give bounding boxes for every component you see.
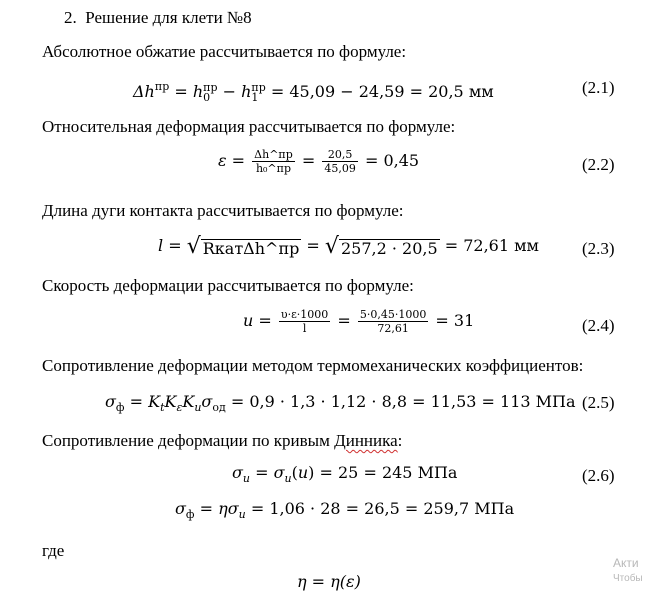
- eq3-eq2: =: [301, 236, 325, 255]
- p6-before: Сопротивление деформации по кривым: [42, 431, 335, 450]
- eq1-h1-sub: 1: [251, 90, 259, 104]
- eq4-frac-den: l: [302, 322, 307, 335]
- eq1-delta-h: Δh: [133, 82, 155, 101]
- eq3-radical-icon: √: [186, 233, 201, 259]
- eq5-sub-od: од: [212, 401, 226, 414]
- eq6-arg-u: u: [297, 463, 309, 482]
- eq3-under1: RкатΔh^пр: [202, 238, 300, 258]
- eq5-sub-eps: ε: [176, 401, 183, 414]
- eq6-sigma-u-fn: σ: [273, 463, 285, 482]
- eq3-radical-icon-2: √: [324, 233, 339, 259]
- eq2-frac2-num: 20,5: [322, 148, 358, 162]
- eq6-sub-u-fn: u: [284, 472, 292, 485]
- paragraph-relative-deformation: Относительная деформация рассчитывается по формуле:: [42, 117, 456, 136]
- p6-spellcheck-word[interactable]: Динника: [334, 431, 398, 450]
- eq5-sigma: σ: [105, 392, 116, 411]
- equation-2-3: [158, 235, 539, 258]
- eq4-fraction-symbolic: [279, 308, 330, 335]
- eq1-sup: пр: [154, 80, 170, 93]
- eq4-u: u: [243, 311, 254, 330]
- section-heading: [64, 8, 252, 28]
- eq2-eq: =: [226, 151, 251, 170]
- heading-title: Решение для клети №8: [85, 8, 252, 27]
- eq5-sigma-sub: ф: [115, 401, 125, 414]
- eq2-epsilon: ε: [218, 151, 227, 170]
- activation-watermark-line1: Акти: [613, 556, 639, 570]
- eq4-eq: =: [253, 311, 277, 330]
- eq5-rhs: = 0,9 · 1,3 · 1,12 · 8,8 = 11,53 = 113 МПа: [225, 392, 576, 411]
- heading-number: 2.: [64, 8, 77, 27]
- equation-number-2-1: (2.1): [582, 78, 615, 97]
- eq7-sub-u: u: [238, 508, 246, 521]
- eq1-h0: h: [192, 82, 204, 101]
- equation-number-2-2: (2.2): [582, 155, 615, 174]
- eq4-fraction-numeric: [358, 308, 428, 335]
- eq5-sub-t: t: [160, 401, 165, 414]
- equation-number-2-3: (2.3): [582, 239, 615, 258]
- eq3-l: l: [158, 236, 164, 255]
- eq1-minus: −: [217, 82, 242, 101]
- eq5-eq: =: [124, 392, 149, 411]
- eq2-eq2: =: [296, 151, 321, 170]
- eq7-sigma-u: σ: [227, 499, 239, 518]
- eq1-h0-sup: пр: [203, 80, 218, 94]
- equation-number-2-4: (2.4): [582, 316, 615, 335]
- eq7-sigma-f: σ: [175, 499, 186, 518]
- eq4-frac2-den: 72,61: [377, 322, 409, 335]
- equation-2-2: [218, 148, 419, 175]
- eq5-k-u: K: [182, 392, 195, 411]
- eq4-frac2-num: 5·0,45·1000: [359, 308, 427, 321]
- eq1-h1: h: [241, 82, 252, 101]
- eq6-rhs: = 25 = 245 МПа: [314, 463, 458, 482]
- eq4-frac-num: υ·ε·1000: [280, 308, 329, 321]
- eq5-sub-u: u: [194, 401, 202, 414]
- equation-number-2-6: (2.6): [582, 466, 615, 485]
- eq7-sub-f: ф: [185, 508, 195, 521]
- eq2-frac-num: Δh^пр: [254, 148, 293, 161]
- p6-after: :: [397, 431, 403, 450]
- eq3-under2: 257,2 · 20,5: [340, 238, 438, 258]
- equation-dinnik-result: $\sigma_ф = \eta\sigma_u = 1,06 \cdot 28 = 26,5 = 259,7$ МПа: [175, 499, 515, 521]
- eq3-sqrt-numeric: [324, 233, 440, 259]
- eq1-h1-idx: [251, 80, 266, 104]
- paragraph-thermomechanical: Сопротивление деформации методом термомеханических коэффициентов:: [42, 356, 584, 375]
- paragraph-dinnik: [42, 431, 402, 451]
- eq6-sigma-u: σ: [232, 463, 243, 482]
- equation-2-1: [133, 76, 494, 103]
- eq2-frac2-den: 45,09: [324, 162, 356, 175]
- eq1-eq: =: [169, 82, 193, 101]
- eq3-sqrt-symbolic: [186, 233, 302, 259]
- eq7-eta: η: [218, 499, 228, 518]
- eq5-k-eps: K: [164, 392, 177, 411]
- eq2-frac-den: h₀^пр: [255, 162, 292, 175]
- eq4-rhs: = 31: [430, 311, 475, 330]
- eq3-rhs: = 72,61 мм: [439, 236, 539, 255]
- eq6-sub-u: u: [242, 472, 251, 485]
- paragraph-contact-arc: Длина дуги контакта рассчитывается по формуле:: [42, 201, 404, 220]
- eq4-eq2: =: [332, 311, 356, 330]
- eq7-rhs: = 1,06 · 28 = 26,5 = 259,7 МПа: [245, 499, 515, 518]
- eq5-sigma-od: σ: [201, 392, 213, 411]
- equation-2-6: $\sigma_u = \sigma_u(u) = 25 = 245$ МПа: [232, 463, 458, 485]
- eq5-k-t: K: [148, 392, 161, 411]
- eq1-h1-sup: пр: [251, 80, 266, 94]
- eq2-fraction-symbolic: [252, 148, 295, 175]
- equation-eta: η = η(ε): [297, 572, 361, 591]
- eq1-rhs: = 45,09 − 24,59 = 20,5 мм: [265, 82, 494, 101]
- equation-number-2-5: (2.5): [582, 393, 615, 412]
- eq2-fraction-numeric: [322, 148, 358, 175]
- eq2-rhs: = 0,45: [359, 151, 420, 170]
- equation-2-5: [105, 391, 576, 419]
- eq1-h0-idx: [203, 80, 218, 104]
- paragraph-absolute-reduction: Абсолютное обжатие рассчитывается по формуле:: [42, 42, 407, 61]
- equation-2-4: [243, 308, 474, 335]
- eq1-h0-sub: 0: [203, 90, 211, 104]
- activation-watermark-line2: Чтобы: [613, 573, 643, 584]
- eq3-eq: =: [163, 236, 187, 255]
- paragraph-deformation-rate: Скорость деформации рассчитывается по формуле:: [42, 276, 414, 295]
- paragraph-where: где: [42, 541, 65, 560]
